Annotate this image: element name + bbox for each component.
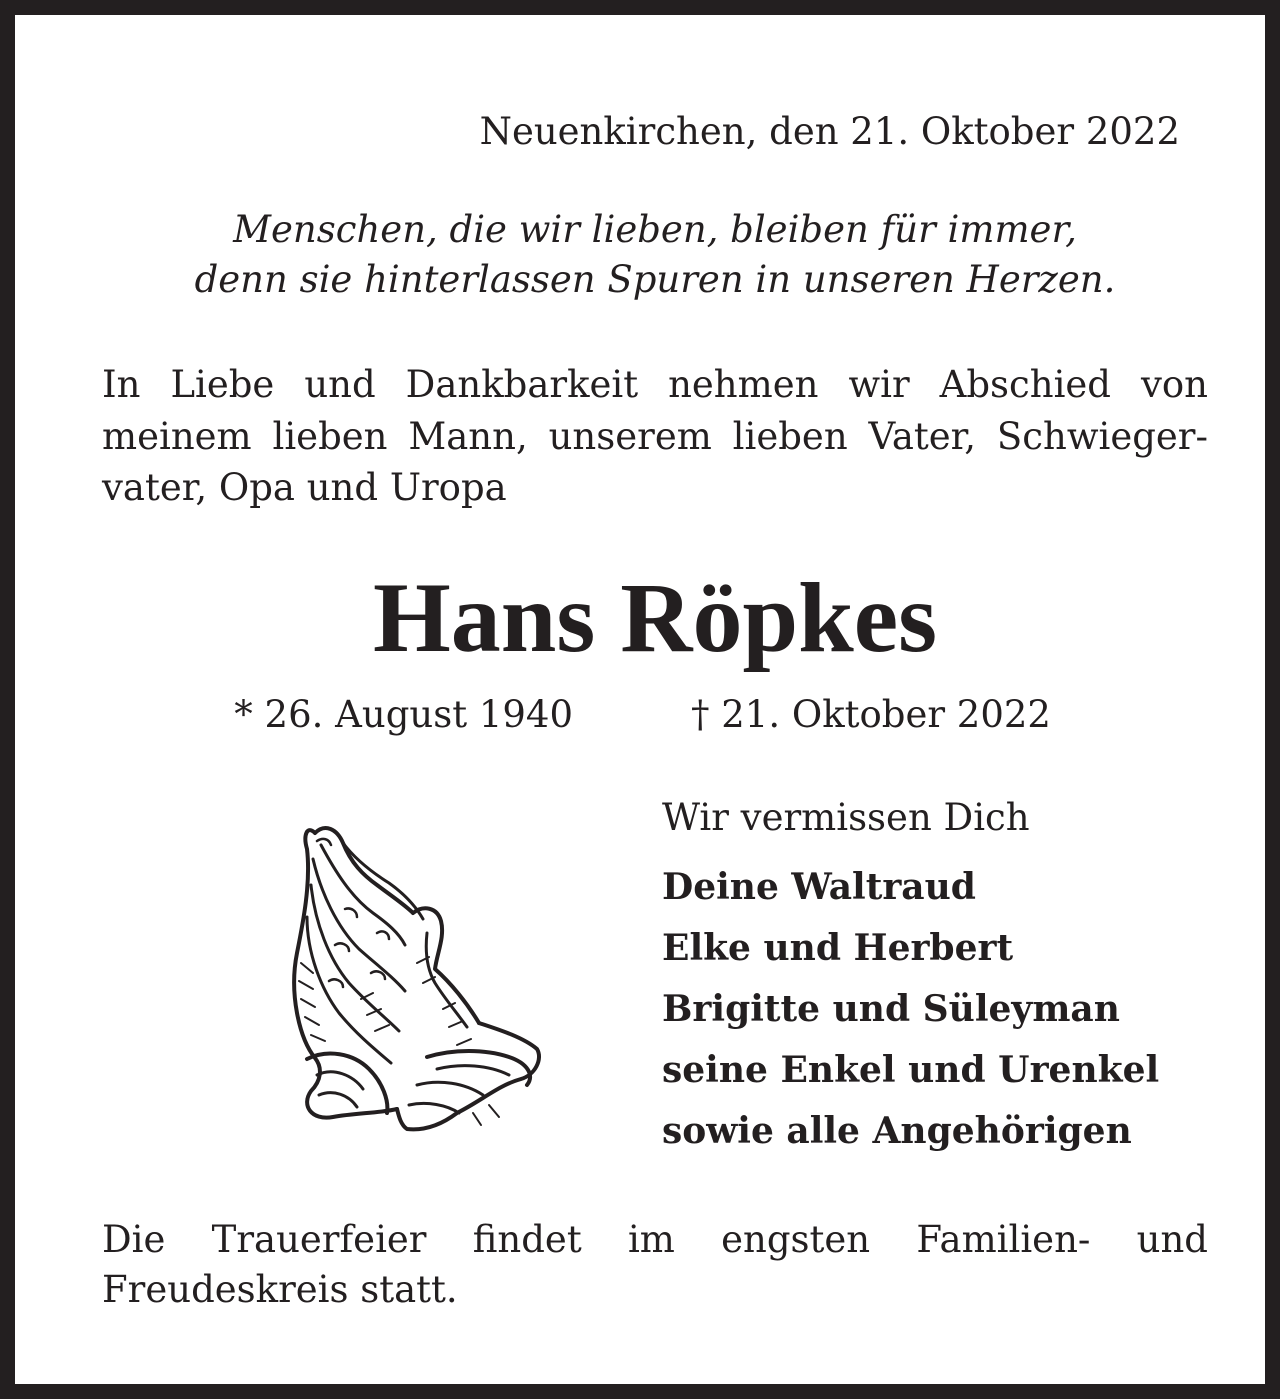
mourner-line: sowie alle Angehörigen	[662, 1110, 1132, 1152]
intro-line-3: vater, Opa und Uropa	[102, 466, 507, 509]
motto-line-1: Menschen, die wir lieben, bleiben für immer,	[233, 208, 1077, 251]
intro-line-2: meinem lieben Mann, unserem lieben Vater, Schwieger-	[102, 415, 1208, 458]
death-date: † 21. Oktober 2022	[691, 693, 1051, 736]
mourner-line: Brigitte und Süleyman	[662, 988, 1120, 1030]
motto-line-2: denn sie hinterlassen Spuren in unseren Herzen.	[194, 258, 1116, 301]
intro-line-1: In Liebe und Dankbarkeit nehmen wir Abschied von	[102, 363, 1208, 406]
ceremony-line-1: Die Trauerfeier findet im engsten Familien- und	[102, 1218, 1208, 1261]
deceased-name: Hans Röpkes	[372, 562, 938, 673]
praying-hands-icon	[277, 813, 547, 1135]
ceremony-line-2: Freudeskreis statt.	[102, 1268, 458, 1311]
mourner-line: Deine Waltraud	[662, 866, 976, 908]
mourner-line: seine Enkel und Urenkel	[662, 1049, 1160, 1091]
birth-date: * 26. August 1940	[234, 693, 573, 736]
mourner-line: Elke und Herbert	[662, 927, 1014, 969]
place-date: Neuenkirchen, den 21. Oktober 2022	[479, 110, 1180, 153]
miss-line: Wir vermissen Dich	[662, 796, 1030, 839]
